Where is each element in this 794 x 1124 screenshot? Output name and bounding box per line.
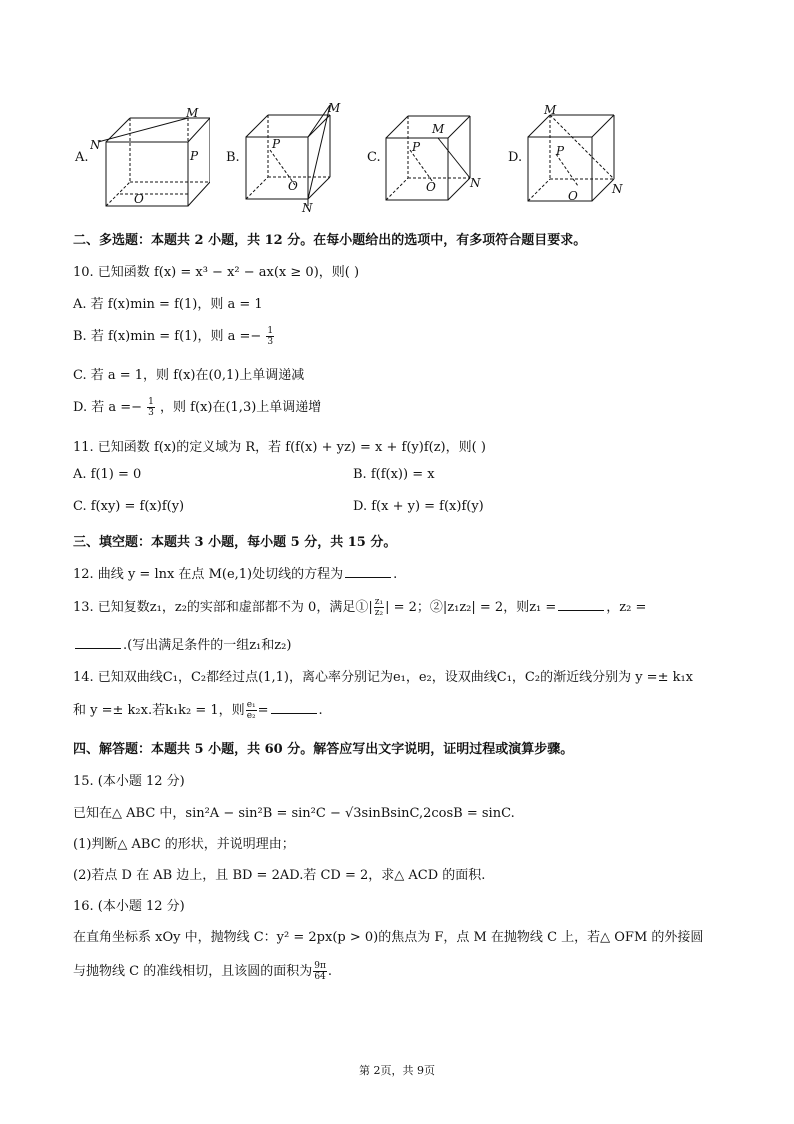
figure-d-point-o: O — [568, 189, 578, 203]
figure-c-cube — [380, 105, 490, 210]
q12-text: 12. 曲线 y = lnx 在点 M(e,1)处切线的方程为 — [73, 567, 344, 582]
section-2-title: 二、多选题：本题共 2 小题，共 12 分。在每小题给出的选项中，有多项符合题目要求。 — [73, 233, 587, 248]
figure-d-label: D. — [508, 150, 523, 165]
figure-b-point-n: N — [302, 201, 313, 215]
page-footer: 第 2页，共 9页 — [359, 1064, 435, 1077]
figure-d-point-p: P — [556, 144, 565, 158]
q13-text-mid: | = 2；②|z₁z₂| = 2，则z₁ = — [385, 600, 557, 615]
q13-num: z₁ — [374, 597, 384, 607]
figure-b-point-m: M — [328, 101, 341, 115]
q10-option-d-text-post: ，则 f(x)在(1,3)上单调递增 — [160, 400, 322, 415]
q14-answer-blank[interactable] — [271, 704, 317, 714]
q14-line2 — [73, 699, 323, 721]
q13-text-pre: 13. 已知复数z₁，z₂的实部和虚部都不为 0，满足①| — [73, 600, 373, 615]
q13-line2 — [73, 634, 291, 653]
figure-b-label: B. — [226, 150, 240, 165]
figure-a-point-n: N — [90, 138, 101, 152]
q16-line1: 在直角坐标系 xOy 中，抛物线 C：y² = 2px(p > 0)的焦点为 F，点 M 在抛物线 C 上，若△ OFM 的外接圆 — [73, 930, 704, 945]
q11-stem: 11. 已知函数 f(x)的定义域为 R，若 f(f(x) + yz) = x + f(y)f(z)，则( ) — [73, 440, 486, 455]
q14-fraction — [246, 700, 257, 721]
q13-line1 — [73, 596, 646, 618]
q10-b-den: 3 — [267, 337, 274, 347]
q10-option-c: C. 若 a = 1，则 f(x)在(0,1)上单调递减 — [73, 368, 305, 383]
q11-option-a: A. f(1) = 0 — [73, 467, 142, 482]
q13-text-line2: .(写出满足条件的一组z₁和z₂) — [123, 638, 292, 653]
figure-a-point-m: M — [186, 106, 199, 120]
q13-den: z₂ — [374, 608, 384, 618]
figure-b-point-p: P — [272, 137, 281, 151]
figure-b-cube — [240, 100, 350, 215]
q10-b-num: 1 — [267, 326, 274, 336]
figure-a-label: A. — [75, 150, 89, 165]
q11-option-d: D. f(x + y) = f(x)f(y) — [353, 499, 484, 514]
figure-c-label: C. — [367, 150, 381, 165]
q10-option-b-fraction — [266, 326, 274, 347]
q14-text-pre: 和 y =± k₂x.若k₁k₂ = 1，则 — [73, 703, 245, 718]
q16-fraction — [313, 961, 327, 982]
q11-option-c: C. f(xy) = f(x)f(y) — [73, 499, 185, 514]
figure-c-point-m: M — [432, 122, 445, 136]
figure-c-point-n: N — [470, 176, 481, 190]
q10-option-d-fraction — [147, 397, 155, 418]
q10-d-num: 1 — [148, 397, 154, 407]
figure-d-cube — [520, 100, 630, 210]
q11-option-b: B. f(f(x)) = x — [353, 467, 435, 482]
figure-b-point-o: O — [288, 179, 298, 193]
figure-d-point-m: M — [544, 103, 557, 117]
q14-line1: 14. 已知双曲线C₁，C₂都经过点(1,1)，离心率分别记为e₁，e₂，设双曲线C₁，C₂的渐近线分别为 y =± k₁x — [73, 670, 694, 685]
q12 — [73, 563, 397, 582]
figure-a-point-o: O — [134, 192, 144, 206]
figure-c-point-p: P — [412, 140, 421, 154]
q14-den: e₂ — [246, 711, 256, 721]
q16-num: 9π — [314, 961, 326, 971]
q10-d-den: 3 — [148, 408, 154, 418]
q13-z2-blank[interactable] — [75, 639, 121, 649]
section-3-title: 三、填空题：本题共 3 小题，每小题 5 分，共 15 分。 — [73, 535, 397, 550]
q16-text-pre: 与抛物线 C 的准线相切，且该圆的面积为 — [73, 964, 313, 979]
q10-option-b — [73, 325, 275, 347]
q15-part2: (2)若点 D 在 AB 边上，且 BD = 2AD.若 CD = 2，求△ ACD 的面积. — [73, 868, 486, 883]
q10-option-d — [73, 396, 321, 418]
q12-answer-blank[interactable] — [345, 568, 391, 578]
q10-stem: 10. 已知函数 f(x) = x³ − x² − ax(x ≥ 0)，则( ) — [73, 265, 360, 280]
figure-c-point-o: O — [426, 180, 436, 194]
q16-den: 64 — [314, 972, 326, 982]
q10-option-a: A. 若 f(x)min = f(1)，则 a = 1 — [73, 297, 263, 312]
q16-head: 16. (本小题 12 分) — [73, 899, 185, 914]
q15-part1: (1)判断△ ABC 的形状，并说明理由； — [73, 837, 295, 852]
figure-d-point-n: N — [612, 182, 623, 196]
q16-line2 — [73, 960, 332, 982]
q15-head: 15. (本小题 12 分) — [73, 774, 185, 789]
q14-num: e₁ — [246, 700, 256, 710]
q15-stem: 已知在△ ABC 中，sin²A − sin²B = sin²C − √3sinBsinC,2cosB = sinC. — [73, 806, 515, 821]
q13-z1-blank[interactable] — [558, 601, 604, 611]
q13-text-mid2: ，z₂ = — [606, 600, 647, 615]
q14-end: . — [318, 703, 323, 718]
q10-option-b-text: B. 若 f(x)min = f(1)，则 a =− — [73, 329, 262, 344]
q16-text-post: . — [327, 964, 333, 979]
figure-a-point-p: P — [190, 149, 199, 163]
q14-text-post: = — [257, 703, 269, 718]
q13-fraction — [374, 597, 384, 618]
q10-option-d-text: D. 若 a =− — [73, 400, 143, 415]
q12-end: . — [393, 567, 398, 582]
section-4-title: 四、解答题：本题共 5 小题，共 60 分。解答应写出文字说明，证明过程或演算步骤。 — [73, 742, 574, 757]
figure-a-cube — [90, 105, 210, 215]
